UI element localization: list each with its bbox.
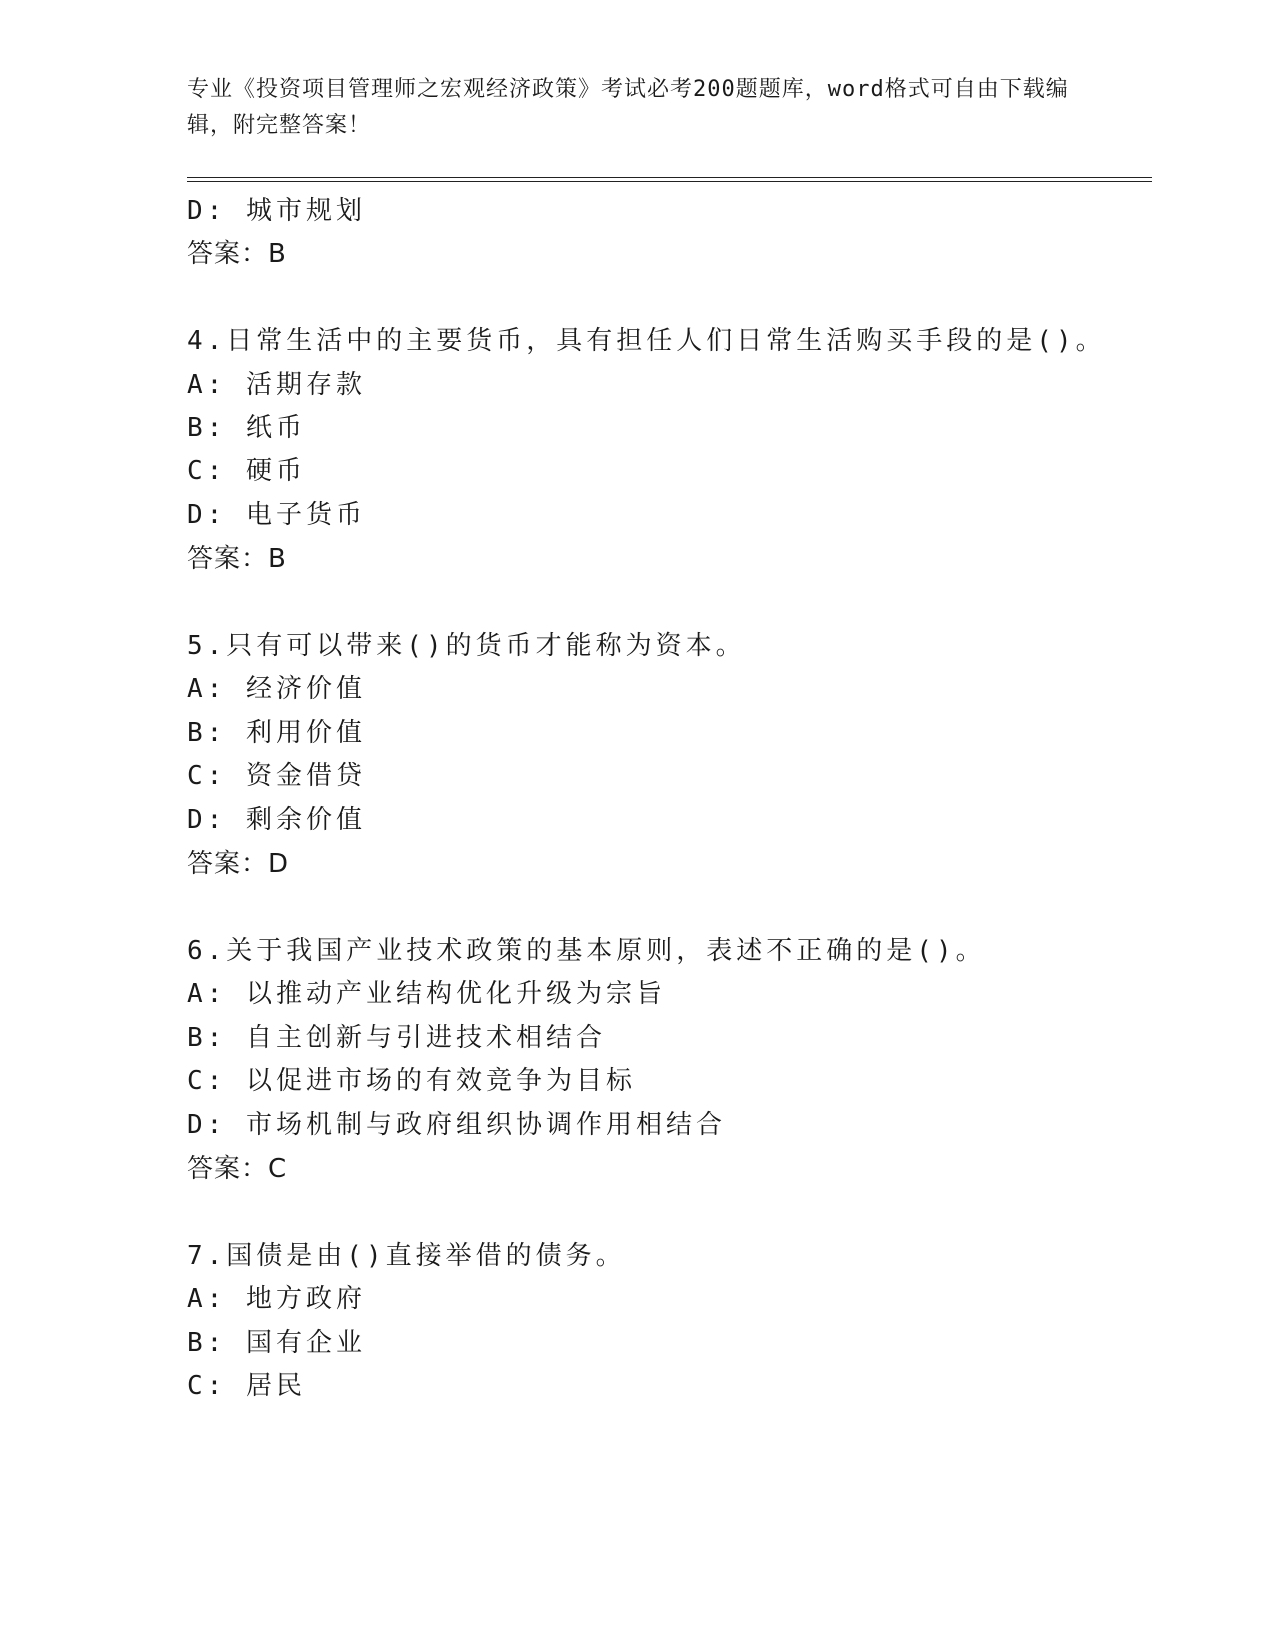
q5-answer: 答案：D (187, 849, 290, 879)
q3-option-d: D: 城市规划 (187, 196, 366, 226)
q5-option-b: B: 利用价值 (187, 718, 366, 748)
q6-option-d: D: 市场机制与政府组织协调作用相结合 (187, 1110, 726, 1140)
q7-option-a: A: 地方政府 (187, 1284, 366, 1314)
q7-question: 7.国债是由()直接举借的债务。 (187, 1241, 626, 1271)
q5-option-a: A: 经济价值 (187, 674, 366, 704)
q6-answer: 答案：C (187, 1154, 288, 1184)
q4-option-d: D: 电子货币 (187, 500, 366, 530)
q6-option-c: C: 以促进市场的有效竞争为目标 (187, 1066, 636, 1096)
q6-question: 6.关于我国产业技术政策的基本原则，表述不正确的是()。 (187, 936, 986, 966)
q6-option-b: B: 自主创新与引进技术相结合 (187, 1023, 606, 1053)
q5-option-d: D: 剩余价值 (187, 805, 366, 835)
q7-option-c: C: 居民 (187, 1371, 306, 1401)
q7-option-b: B: 国有企业 (187, 1328, 366, 1358)
q5-question: 5.只有可以带来()的货币才能称为资本。 (187, 631, 746, 661)
header-divider-top (187, 177, 1152, 178)
q4-option-b: B: 纸币 (187, 413, 306, 443)
page-header: 专业《投资项目管理师之宏观经济政策》考试必考200题题库，word格式可自由下载编辑，附完整答案！ (187, 77, 1069, 138)
q4-question: 4.日常生活中的主要货币，具有担任人们日常生活购买手段的是()。 (187, 326, 1106, 356)
q4-answer: 答案：B (187, 544, 287, 574)
header-divider-bottom (187, 181, 1152, 182)
q6-option-a: A: 以推动产业结构优化升级为宗旨 (187, 979, 666, 1009)
q5-option-c: C: 资金借贷 (187, 761, 366, 791)
q4-option-c: C: 硬币 (187, 456, 306, 486)
q4-option-a: A: 活期存款 (187, 370, 366, 400)
q3-answer: 答案：B (187, 239, 287, 269)
